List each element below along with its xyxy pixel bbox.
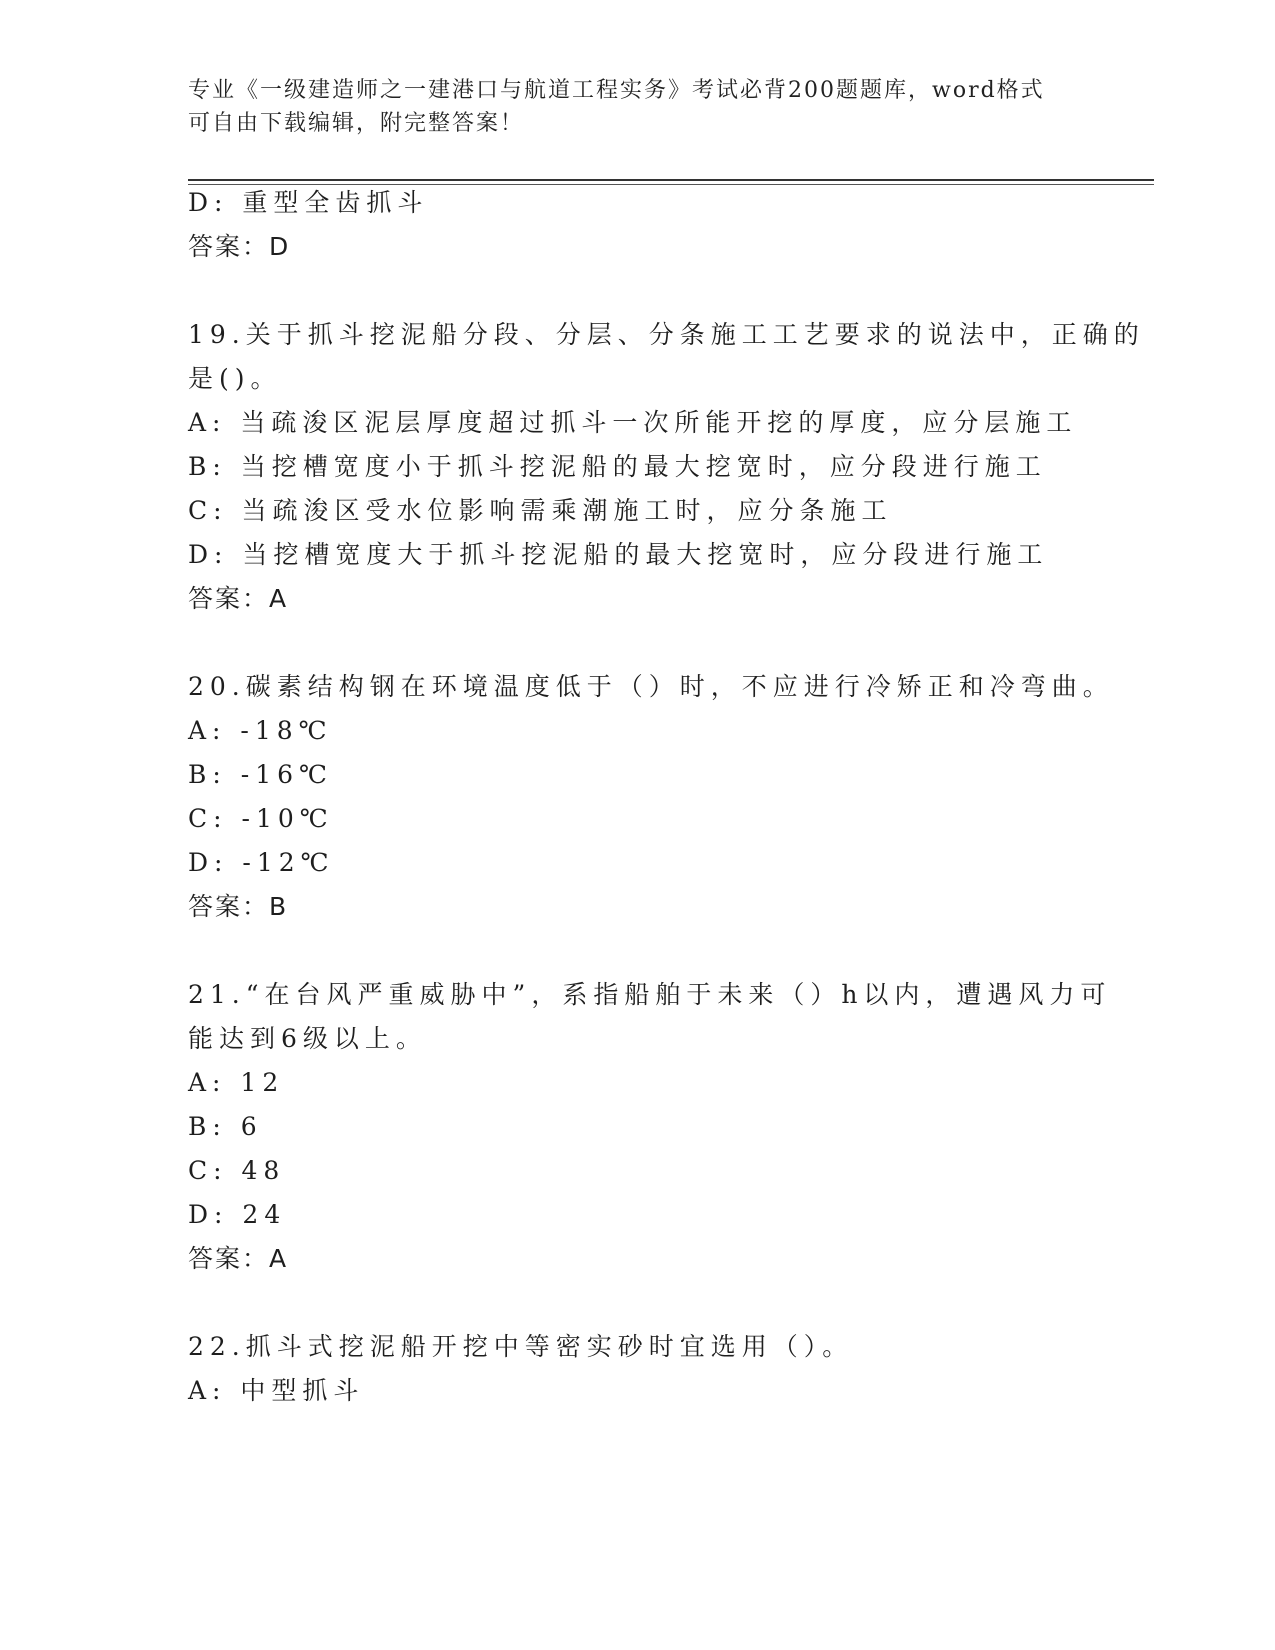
q19-stem-line-2: 是()。: [188, 364, 282, 393]
header-divider-thin: [188, 184, 1154, 185]
q18-answer: 答案：D: [188, 232, 291, 261]
q21-option-b: B: 6: [188, 1112, 263, 1141]
q21-option-c: C: 48: [188, 1156, 286, 1185]
q20-stem: 20.碳素结构钢在环境温度低于（）时，不应进行冷矫正和冷弯曲。: [188, 672, 1114, 701]
header-line-2: 可自由下载编辑，附完整答案！: [188, 111, 525, 136]
q21-answer: 答案：A: [188, 1244, 289, 1273]
q19-option-c: C: 当疏浚区受水位影响需乘潮施工时，应分条施工: [188, 496, 893, 525]
q20-option-a: A: -18℃: [188, 716, 333, 745]
header-divider-thick: [188, 179, 1154, 181]
q19-option-a: A: 当疏浚区泥层厚度超过抓斗一次所能开挖的厚度，应分层施工: [188, 408, 1078, 437]
document-header: [188, 74, 1068, 140]
q19-stem-line-1: 19.关于抓斗挖泥船分段、分层、分条施工工艺要求的说法中，正确的: [188, 320, 1145, 349]
q21-stem-line-1: 21.“在台风严重威胁中”，系指船舶于未来（）h以内，遭遇风力可: [188, 980, 1112, 1009]
q21-option-d: D: 24: [188, 1200, 287, 1229]
q20-option-d: D: -12℃: [188, 848, 335, 877]
q21-stem-line-2: 能达到6级以上。: [188, 1024, 427, 1053]
q19-option-b: B: 当挖槽宽度小于抓斗挖泥船的最大挖宽时，应分段进行施工: [188, 452, 1047, 481]
q20-option-b: B: -16℃: [188, 760, 333, 789]
q20-option-c: C: -10℃: [188, 804, 334, 833]
q22-stem: 22.抓斗式挖泥船开挖中等密实砂时宜选用（）。: [188, 1332, 854, 1361]
q22-option-a: A: 中型抓斗: [188, 1376, 365, 1405]
q19-answer: 答案：A: [188, 584, 289, 613]
q20-answer: 答案：B: [188, 892, 289, 921]
q19-option-d: D: 当挖槽宽度大于抓斗挖泥船的最大挖宽时，应分段进行施工: [188, 540, 1049, 569]
q21-option-a: A: 12: [188, 1068, 285, 1097]
header-line-1: 专业《一级建造师之一建港口与航道工程实务》考试必背200题题库，word格式: [188, 78, 1045, 103]
q18-option-d: D: 重型全齿抓斗: [188, 188, 429, 217]
